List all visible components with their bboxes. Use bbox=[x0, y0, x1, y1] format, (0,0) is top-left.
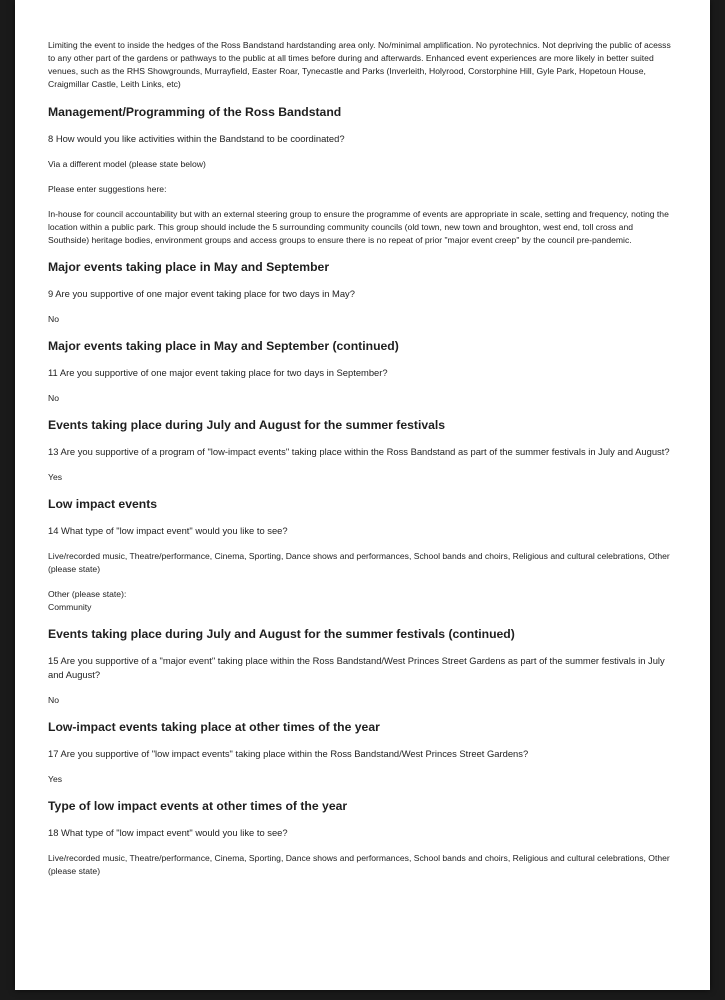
question-8: 8 How would you like activities within the Bandstand to be coordinated? bbox=[48, 133, 345, 144]
intro-paragraph: Limiting the event to inside the hedges of the Ross Bandstand hardstanding area only. No/minimal amplification. No pyrotechnics. Not depriving the public of acesss to any other part of the gardens or pathways to the public at all times before during and afterwards. Enhanced event experiences are more likely in better suited venues, such as the RHS Showgrounds, Murrayfield, Easter Roar, Tynecastle and Parks (Inverleith, Holyrood, Corstorphine Hill, Gyle Park, Hopetoun House, Craigmillar Castle, Leith Links, etc) bbox=[48, 40, 671, 89]
section-heading-management: Management/Programming of the Ross Bandstand bbox=[48, 105, 342, 119]
question-18: 18 What type of "low impact event" would you like to see? bbox=[48, 827, 288, 838]
question-17: 17 Are you supportive of "low impact events" taking place within the Ross Bandstand/West Princes Street Gardens? bbox=[48, 748, 529, 759]
other-label-14: Other (please state): bbox=[48, 589, 127, 599]
answer-8: Via a different model (please state below) bbox=[48, 159, 206, 169]
answer-11: No bbox=[48, 393, 59, 403]
answer-14: Live/recorded music, Theatre/performance, Cinema, Sporting, Dance shows and performances, School bands and choirs, Religious and cultural celebrations, Other (please state) bbox=[48, 551, 670, 574]
answer-17: Yes bbox=[48, 774, 63, 784]
other-value-14: Community bbox=[48, 602, 92, 612]
document-content bbox=[48, 39, 676, 878]
section-heading-type-low-impact-other: Type of low impact events at other times of the year bbox=[48, 799, 348, 813]
question-15: 15 Are you supportive of a "major event" taking place within the Ross Bandstand/West Princes Street Gardens as part of the summer festivals in July and August? bbox=[48, 655, 665, 680]
suggestions-text: In-house for council accountability but with an external steering group to ensure the programme of events are appropriate in scale, setting and frequency, noting the location within a public park. This group should include the 5 surrounding community councils (old town, new town and broughton, west end, toll cross and Southside) heritage bodies, environment groups and access groups to ensure there is no repeat of prior "major event creep" by the council pre-pandemic. bbox=[48, 209, 669, 245]
section-heading-summer-festivals: Events taking place during July and August for the summer festivals bbox=[48, 418, 446, 432]
question-9: 9 Are you supportive of one major event taking place for two days in May? bbox=[48, 288, 355, 299]
question-11: 11 Are you supportive of one major event taking place for two days in September? bbox=[48, 367, 388, 378]
question-13: 13 Are you supportive of a program of "low-impact events" taking place within the Ross Bandstand as part of the summer festivals in July and August? bbox=[48, 446, 670, 457]
answer-18: Live/recorded music, Theatre/performance, Cinema, Sporting, Dance shows and performances, School bands and choirs, Religious and cultural celebrations, Other (please state) bbox=[48, 853, 670, 876]
section-heading-low-impact: Low impact events bbox=[48, 497, 158, 511]
answer-13: Yes bbox=[48, 472, 63, 482]
section-heading-low-impact-other-times: Low-impact events taking place at other times of the year bbox=[48, 720, 380, 734]
section-heading-major-may-sep: Major events taking place in May and September bbox=[48, 260, 330, 274]
answer-9: No bbox=[48, 314, 59, 324]
question-14: 14 What type of "low impact event" would you like to see? bbox=[48, 525, 288, 536]
section-heading-major-may-sep-cont: Major events taking place in May and September (continued) bbox=[48, 339, 399, 353]
section-heading-summer-festivals-cont: Events taking place during July and August for the summer festivals (continued) bbox=[48, 627, 515, 641]
suggestions-label: Please enter suggestions here: bbox=[48, 184, 167, 194]
document-page bbox=[15, 0, 710, 990]
answer-15: No bbox=[48, 695, 59, 705]
